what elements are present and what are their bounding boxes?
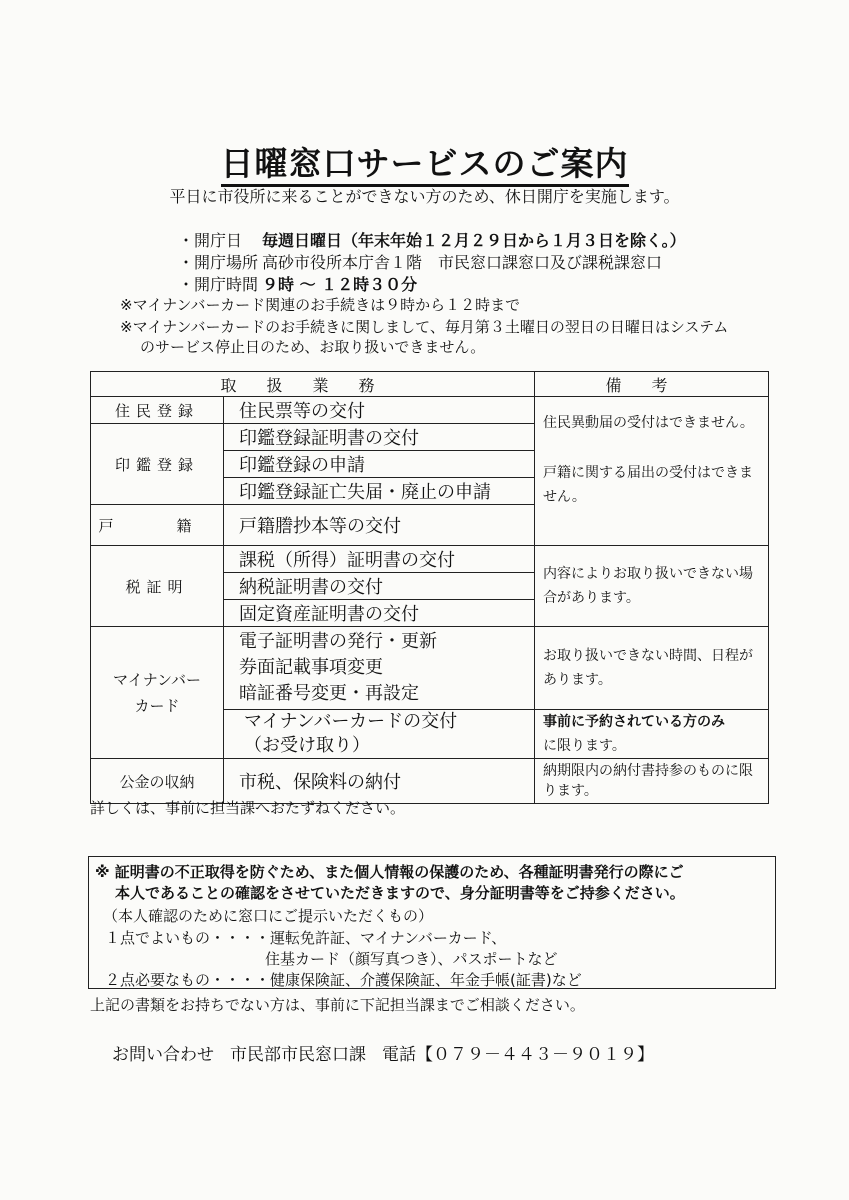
category-payment: 公金の収納 xyxy=(91,759,224,804)
header-services: 取扱業務 xyxy=(91,372,535,397)
table-row xyxy=(91,627,769,710)
remark-text: 住民異動届の受付はできません。 xyxy=(543,415,754,431)
contact-phone: 電話【０７９－４４３－９０１９】 xyxy=(382,1045,654,1065)
category-resident: 住民登録 xyxy=(91,397,224,424)
note-system-stop-cont: のサービス停止日のため、お取り扱いできません。 xyxy=(140,338,486,356)
place-row xyxy=(178,250,662,273)
id-box-line: ※ 証明書の不正取得を防ぐため、また個人情報の保護のため、各種証明書発行の際にご xyxy=(95,863,684,881)
id-box-line: （本人確認のために窓口にご提示いただくもの） xyxy=(103,907,434,925)
open-day-label: ・開庁日 xyxy=(178,231,243,250)
service-item: 電子証明書の発行・更新 xyxy=(239,631,437,652)
consult-note: 上記の書類をお持ちでない方は、事前に下記担当課までご相談ください。 xyxy=(90,996,585,1014)
service-item: 課税（所得）証明書の交付 xyxy=(224,546,535,573)
table-row xyxy=(91,397,769,424)
table-header-row xyxy=(91,372,769,397)
identification-box xyxy=(88,856,776,989)
remark-text: に限ります。 xyxy=(543,738,626,754)
inquiry-note: 詳しくは、事前に担当課へおたずねください。 xyxy=(90,799,406,817)
category-mynumber-line: マイナンバー xyxy=(113,670,201,689)
page-title-text: 日曜窓口サービスのご案内 xyxy=(221,144,629,187)
service-item: 印鑑登録証亡失届・廃止の申請 xyxy=(224,478,535,505)
page-title xyxy=(0,138,849,185)
service-item-group xyxy=(224,627,535,710)
remarks-registry xyxy=(535,397,769,546)
category-mynumber-line: カード xyxy=(134,696,180,715)
category-family: 戸 籍 xyxy=(91,505,224,546)
place-label: ・開庁場所 xyxy=(178,253,259,272)
remark-payment: 納期限内の納付書持参のものに限ります。 xyxy=(535,759,769,804)
service-item: 市税、保険料の納付 xyxy=(224,759,535,804)
id-box-line: 本人であることの確認をさせていただきますので、身分証明書等をご持参ください。 xyxy=(115,884,685,902)
service-item: 住民票等の交付 xyxy=(224,397,535,424)
note-system-stop: ※マイナンバーカードのお手続きに関しまして、毎月第３土曜日の翌日の日曜日はシステム xyxy=(120,318,729,336)
hours-label: ・開庁時間 xyxy=(178,275,259,294)
remark-tax: 内容によりお取り扱いできない場合があります。 xyxy=(535,546,769,627)
remark-mynumber-b xyxy=(535,710,769,759)
hours-row xyxy=(178,272,417,295)
service-item: 固定資産証明書の交付 xyxy=(224,600,535,627)
open-day-value: 毎週日曜日（年末年始１２月２９日から１月３日を除く。） xyxy=(262,231,686,250)
category-mynumber xyxy=(91,627,224,759)
category-seal: 印鑑登録 xyxy=(91,424,224,505)
service-item-group xyxy=(224,710,535,759)
category-tax: 税証明 xyxy=(91,546,224,627)
remark-text: 戸籍に関する届出の受付はできません。 xyxy=(543,465,754,505)
remark-mynumber-a: お取り扱いできない時間、日程があります。 xyxy=(535,627,769,710)
service-item: 暗証番号変更・再設定 xyxy=(239,683,419,704)
note-mynumber-hours: ※マイナンバーカード関連のお手続きは９時から１２時まで xyxy=(120,296,521,314)
id-box-line: １点でよいもの・・・・運転免許証、マイナンバーカード、 xyxy=(105,929,507,947)
subtitle: 平日に市役所に来ることができない方のため、休日開庁を実施します。 xyxy=(169,187,680,206)
contact-line xyxy=(112,1040,654,1065)
remark-spacer xyxy=(543,435,760,461)
contact-dept: 市民部市民窓口課 xyxy=(230,1045,366,1065)
services-table xyxy=(90,371,769,804)
service-item: （お受け取り） xyxy=(244,735,370,756)
header-remarks: 備考 xyxy=(535,372,769,397)
id-box-line: ２点必要なもの・・・・健康保険証、介護保険証、年金手帳(証書)など xyxy=(105,971,582,989)
open-day-row xyxy=(178,228,686,251)
service-item: 戸籍謄抄本等の交付 xyxy=(224,505,535,546)
hours-value: ９時 ～ １２時３０分 xyxy=(262,275,418,294)
table-row xyxy=(91,546,769,573)
service-item: マイナンバーカードの交付 xyxy=(244,711,458,732)
place-value: 高砂市役所本庁舎１階 市民窓口課窓口及び課税課窓口 xyxy=(262,253,663,272)
contact-label: お問い合わせ xyxy=(112,1045,214,1065)
service-item: 印鑑登録の申請 xyxy=(224,451,535,478)
id-box-line: 住基カード（顔写真つき）、パスポートなど xyxy=(265,950,558,968)
remark-text: 事前に予約されている方のみ xyxy=(543,714,726,730)
service-item: 印鑑登録証明書の交付 xyxy=(224,424,535,451)
service-item: 券面記載事項変更 xyxy=(239,657,383,678)
service-item: 納税証明書の交付 xyxy=(224,573,535,600)
